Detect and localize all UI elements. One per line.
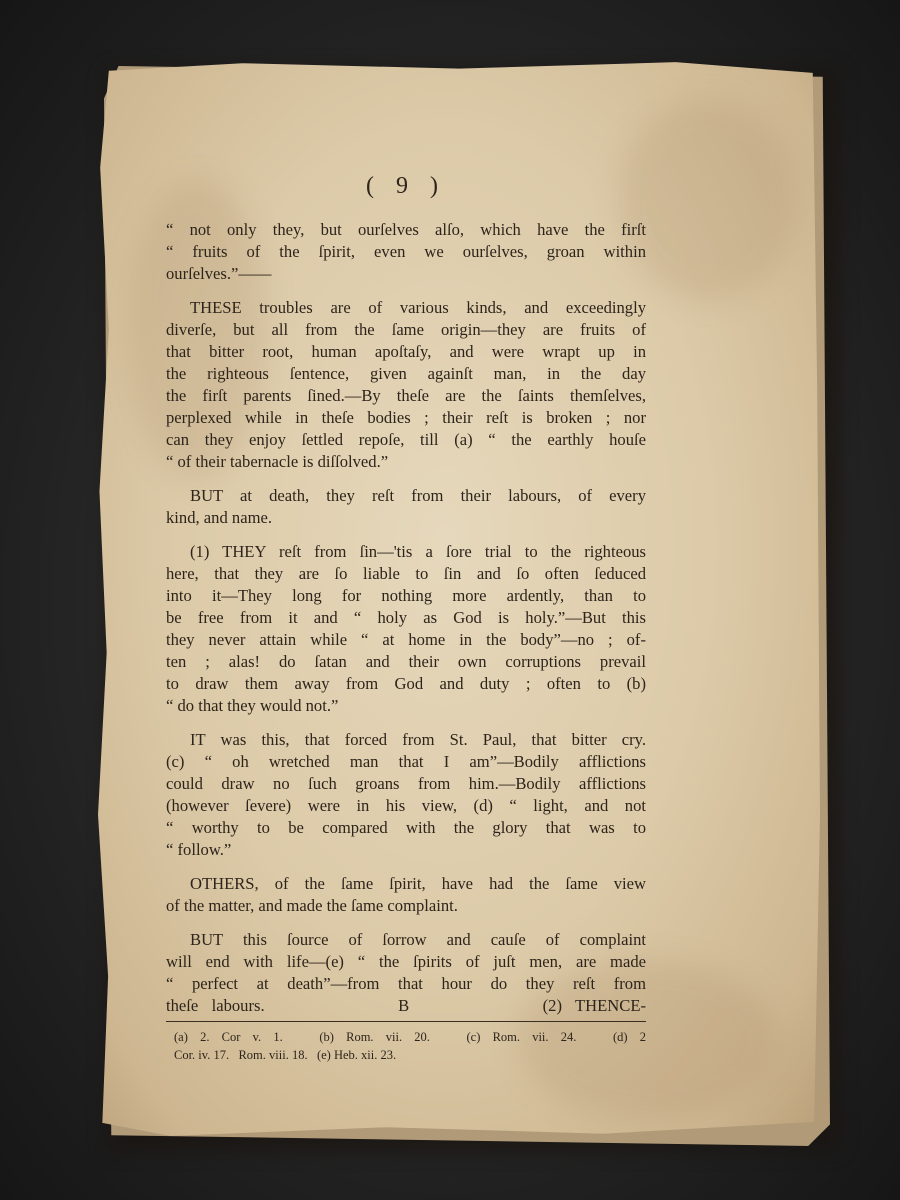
text-line: diverſe, but all from the ſame origin—they are fruits of: [166, 320, 646, 339]
footnote-rule: [166, 1021, 646, 1022]
text-line: can they enjoy ſettled repoſe, till (a) “ the earthly houſe: [166, 430, 646, 449]
page-number: ( 9 ): [366, 173, 446, 199]
text-line: to draw them away from God and duty ; often to (b): [166, 674, 646, 693]
text-line: of the matter, and made the ſame complaint.: [166, 896, 458, 915]
text-line: be free from it and “ holy as God is holy.”—But this: [166, 608, 646, 627]
text-line: “ follow.”: [166, 840, 232, 859]
paragraph: [166, 929, 646, 1017]
paragraph: [166, 873, 646, 917]
text-line: IT was this, that forced from St. Paul, that bitter cry.: [190, 730, 646, 749]
footnote-line: (a) 2. Cor v. 1. (b) Rom. vii. 20. (c) Rom. vii. 24. (d) 2: [174, 1030, 646, 1044]
text-line: BUT this ſource of ſorrow and cauſe of complaint: [190, 930, 646, 949]
text-line: into it—They long for nothing more ardently, than to: [166, 586, 646, 605]
paragraph: [166, 219, 646, 285]
paragraph: [166, 729, 646, 861]
text-line: OTHERS, of the ſame ſpirit, have had the ſame view: [190, 874, 646, 893]
text-line: could draw no ſuch groans from him.—Bodily afflictions: [166, 774, 646, 793]
text-line: the righteous ſentence, given againſt man, in the day: [166, 364, 646, 383]
text-line: (however ſevere) were in his view, (d) “ light, and not: [166, 796, 646, 815]
text-line: perplexed while in theſe bodies ; their reſt is broken ; nor: [166, 408, 646, 427]
text-line: ourſelves.”——: [166, 264, 272, 283]
page-text: [166, 175, 646, 1064]
text-line: THESE troubles are of various kinds, and exceedingly: [190, 298, 646, 317]
text-line: kind, and name.: [166, 508, 272, 527]
text-line: here, that they are ſo liable to ſin and ſo often ſeduced: [166, 564, 646, 583]
paragraph: [166, 297, 646, 473]
text-line: (c) “ oh wretched man that I am”—Bodily afflictions: [166, 752, 646, 771]
text-line: they never attain while “ at home in the body”—no ; of-: [166, 630, 646, 649]
text-line: “ fruits of the ſpirit, even we ourſelves, groan within: [166, 242, 646, 261]
text-line: “ do that they would not.”: [166, 696, 339, 715]
paragraph: [166, 541, 646, 717]
text-line: “ of their tabernacle is diſſolved.”: [166, 452, 389, 471]
text-line: “ perfect at death”—from that hour do they reſt from: [166, 974, 646, 993]
text-line: (1) THEY reſt from ſin—'tis a ſore trial to the righteous: [190, 542, 646, 561]
footnotes: [166, 1028, 646, 1064]
footnote-line: Cor. iv. 17. Rom. viii. 18. (e) Heb. xii. 23.: [174, 1048, 397, 1062]
text-line: ten ; alas! do ſatan and their own corruptions prevail: [166, 652, 646, 671]
text-line: that bitter root, human apoſtaſy, and were wrapt up in: [166, 342, 646, 361]
text-line: “ worthy to be compared with the glory that was to: [166, 818, 646, 837]
paragraph: [166, 485, 646, 529]
text-line: the firſt parents ſined.—By theſe are the ſaints themſelves,: [166, 386, 646, 405]
text-line: “ not only they, but ourſelves alſo, which have the firſt: [166, 220, 646, 239]
text-line: will end with life—(e) “ the ſpirits of juſt men, are made: [166, 952, 646, 971]
text-line: theſe labours. B (2) THENCE-: [166, 996, 646, 1015]
text-line: BUT at death, they reſt from their labours, of every: [190, 486, 646, 505]
